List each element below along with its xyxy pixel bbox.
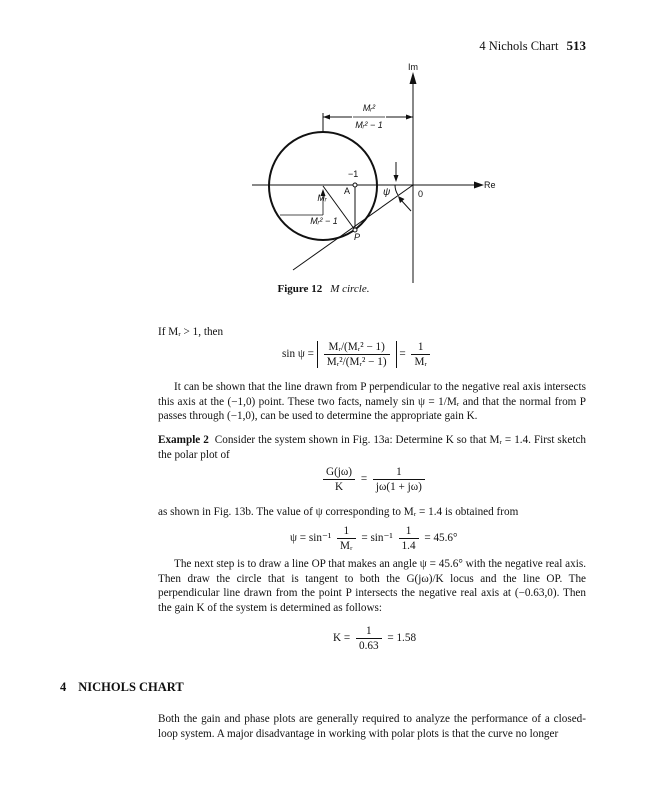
section-heading <box>60 680 184 695</box>
psi-pointer-bottom <box>401 200 411 211</box>
equation-psi-value <box>290 525 458 552</box>
top-dim-arrow-right <box>406 115 413 120</box>
paragraph-nichols-intro: Both the gain and phase plots are generally required to analyze the performance of a closed-loop system. A major disadvantage in working with polar plots is that the curve no longer <box>158 713 586 740</box>
eq2-right-numerator: 1 <box>373 466 425 480</box>
eq4-denominator: 0.63 <box>358 640 379 652</box>
eq2-right-denominator: jω(1 + jω) <box>375 481 422 493</box>
imag-axis-arrow <box>410 72 417 84</box>
eq4-part-c: = 1.58 <box>387 632 417 645</box>
label-point-a: A <box>344 186 351 196</box>
eq2-equals: = <box>360 473 368 486</box>
eq3-numerator-2: 1 <box>399 525 419 539</box>
eq4-part-a: K = <box>333 632 351 645</box>
caption-text: M circle. <box>330 283 370 295</box>
paragraph-next-step: The next step is to draw a line OP that makes an angle ψ = 45.6° with the negative real axis. Then draw the circle that is tangent to both the G(jω)/K locus and the line OP. The perpendicular line drawn from the point P intersects the negative real axis at (−0.63,0). Then the gain K of the system is determined as follows: <box>158 558 586 614</box>
eq1-right-denominator: Mᵣ <box>414 356 427 368</box>
eq3-part-b: = sin⁻¹ <box>361 532 393 545</box>
eq1-lhs: sin ψ = <box>282 348 314 361</box>
eq2-left-denominator: K <box>334 481 344 493</box>
eq3-part-c: = 45.6° <box>424 532 458 545</box>
label-psi: ψ <box>383 187 391 198</box>
running-header <box>360 38 586 54</box>
point-minus-one <box>353 183 357 187</box>
eq1-right-fraction <box>411 341 430 368</box>
psi-pointer-bottom-arrow <box>398 196 405 203</box>
example-text: Consider the system shown in Fig. 13a: Determine K so that Mᵣ = 1.4. First sketch the polar plot of <box>158 434 587 461</box>
equation-gain-k <box>333 625 416 652</box>
left-dim-numerator: Mᵣ <box>317 193 327 203</box>
m-circle-figure <box>240 58 500 286</box>
eq1-equals: = <box>399 348 406 361</box>
eq4-fraction <box>356 625 382 652</box>
caption-number: Figure 12 <box>277 283 323 295</box>
real-axis-arrow <box>474 182 484 189</box>
page-number: 513 <box>566 38 586 53</box>
paragraph-example-2 <box>158 433 586 462</box>
psi-arc <box>395 185 398 195</box>
top-dim-arrow-left <box>323 115 330 120</box>
eq3-numerator-1: 1 <box>337 525 356 539</box>
label-im: Im <box>408 62 418 72</box>
figure-caption <box>0 283 647 295</box>
eq1-fraction <box>324 341 390 368</box>
eq3-denominator-1: Mᵣ <box>340 540 353 552</box>
header-section: 4 Nichols Chart <box>479 39 559 53</box>
eq4-numerator: 1 <box>356 625 382 639</box>
paragraph-perpendicular: It can be shown that the line drawn from P perpendicular to the negative real axis intersects this axis at the (−1,0) point. These two facts, namely sin ψ = 1/Mᵣ and that the normal from P passes through (−1,0), can be used to determine the appropriate gain K. <box>158 381 586 423</box>
paragraph-if-mr: If Mᵣ > 1, then <box>158 326 224 338</box>
psi-pointer-top-arrow <box>394 175 399 182</box>
label-origin: 0 <box>418 189 424 199</box>
top-dim-numerator: Mᵣ² <box>362 103 376 113</box>
eq1-numerator: Mᵣ/(Mᵣ² − 1) <box>324 341 390 355</box>
equation-polar <box>320 466 428 493</box>
eq2-right-fraction <box>373 466 425 493</box>
label-point-p: P <box>354 232 361 242</box>
paragraph-value-of-psi: as shown in Fig. 13b. The value of ψ corresponding to Mᵣ = 1.4 is obtained from <box>158 506 519 518</box>
label-minus-one: −1 <box>348 169 359 179</box>
section-number: 4 <box>60 680 67 694</box>
eq3-fraction-2 <box>399 525 419 552</box>
equation-sin-psi <box>282 341 433 368</box>
eq3-fraction-1 <box>337 525 356 552</box>
eq3-part-a: ψ = sin⁻¹ <box>290 532 332 545</box>
eq2-left-fraction <box>323 466 355 493</box>
top-dim-denominator: Mᵣ² − 1 <box>355 120 383 130</box>
eq1-right-numerator: 1 <box>411 341 430 355</box>
label-re: Re <box>484 180 496 190</box>
eq2-left-numerator: G(jω) <box>323 466 355 480</box>
left-dim-denominator: Mᵣ² − 1 <box>310 216 338 226</box>
section-title: NICHOLS CHART <box>78 680 184 694</box>
eq1-absolute-value <box>317 341 397 368</box>
example-label: Example 2 <box>158 434 209 446</box>
eq3-denominator-2: 1.4 <box>401 540 416 552</box>
eq1-denominator: Mᵣ²/(Mᵣ² − 1) <box>326 356 387 368</box>
